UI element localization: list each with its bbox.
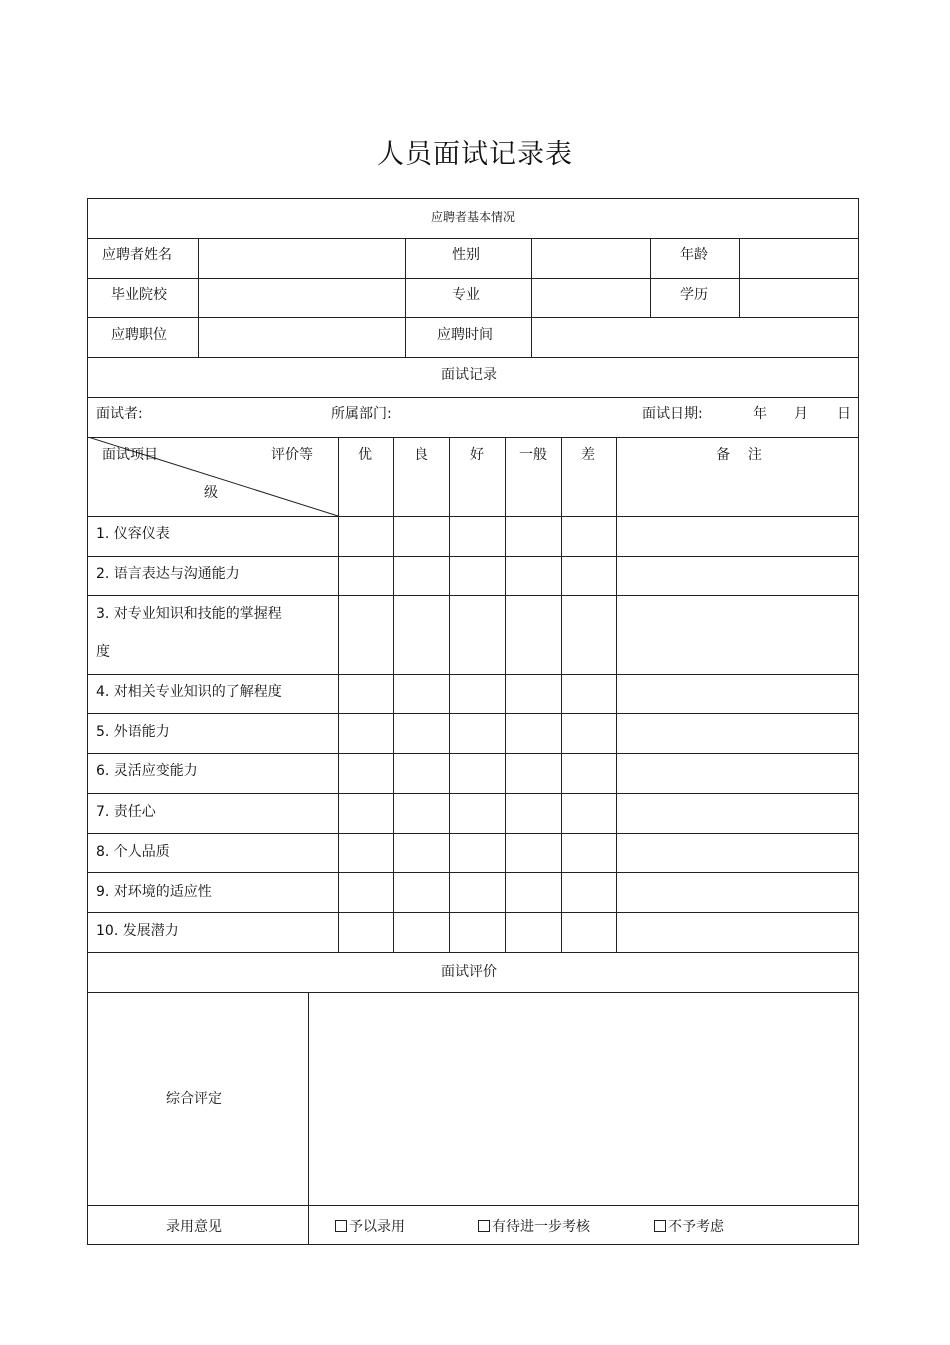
- col-line: [561, 437, 562, 952]
- overall-field[interactable]: [309, 993, 858, 1205]
- row-line: [88, 753, 858, 754]
- item-5: 5. 外语能力: [96, 724, 170, 740]
- school-field[interactable]: [199, 279, 405, 317]
- row-line: [88, 833, 858, 834]
- col-line: [405, 238, 406, 357]
- grade-header-cont: 级: [204, 485, 218, 501]
- option-reject[interactable]: 不予考虑: [654, 1219, 724, 1235]
- checkbox-icon[interactable]: [654, 1220, 666, 1232]
- item-1: 1. 仪容仪表: [96, 526, 170, 542]
- position-field[interactable]: [199, 318, 405, 357]
- row-line: [88, 793, 858, 794]
- col-line: [449, 437, 450, 952]
- interviewer-label: 面试者:: [96, 406, 143, 422]
- row-line: [88, 1205, 858, 1206]
- major-field[interactable]: [532, 279, 650, 317]
- row-line: [88, 556, 858, 557]
- grade-average: 一般: [519, 447, 547, 463]
- basic-section-title: 应聘者基本情况: [430, 210, 516, 224]
- item-4: 4. 对相关专业知识的了解程度: [96, 684, 282, 700]
- record-section-title: 面试记录: [441, 367, 497, 383]
- item-8: 8. 个人品质: [96, 844, 170, 860]
- age-label: 年龄: [680, 247, 708, 263]
- position-label: 应聘职位: [111, 327, 167, 343]
- item-7: 7. 责任心: [96, 804, 156, 820]
- col-line: [616, 437, 617, 952]
- item-2: 2. 语言表达与沟通能力: [96, 566, 240, 582]
- date-month: 月: [794, 406, 808, 422]
- item-10: 10. 发展潜力: [96, 923, 179, 939]
- option-further-review[interactable]: 有待进一步考核: [478, 1219, 590, 1235]
- overall-label: 综合评定: [166, 1091, 222, 1107]
- page-title: 人员面试记录表: [377, 139, 573, 170]
- grade-poor: 差: [581, 447, 595, 463]
- education-field[interactable]: [740, 279, 858, 317]
- col-line: [505, 437, 506, 952]
- remark-header: 备 注: [716, 447, 762, 463]
- item-3: 3. 对专业知识和技能的掌握程: [96, 606, 282, 622]
- row-line: [88, 674, 858, 675]
- row-line: [88, 397, 858, 398]
- option-hire[interactable]: 予以录用: [335, 1219, 405, 1235]
- row-line: [88, 595, 858, 596]
- hire-label: 录用意见: [166, 1219, 222, 1235]
- date-year: 年: [753, 406, 767, 422]
- time-label: 应聘时间: [437, 327, 493, 343]
- date-label: 面试日期:: [642, 406, 703, 422]
- row-line: [88, 357, 858, 358]
- col-line: [393, 437, 394, 952]
- item-3-cont: 度: [96, 644, 110, 660]
- time-field[interactable]: [532, 318, 858, 357]
- item-6: 6. 灵活应变能力: [96, 763, 198, 779]
- education-label: 学历: [680, 287, 708, 303]
- evaluation-section-title: 面试评价: [441, 964, 497, 980]
- row-line: [88, 952, 858, 953]
- gender-field[interactable]: [532, 239, 650, 278]
- grade-header: 评价等: [271, 447, 313, 463]
- name-label: 应聘者姓名: [102, 247, 172, 263]
- date-day: 日: [837, 406, 851, 422]
- name-field[interactable]: [199, 239, 405, 278]
- checkbox-icon[interactable]: [478, 1220, 490, 1232]
- grade-good: 良: [414, 447, 428, 463]
- interview-form: [87, 198, 859, 1245]
- checkbox-icon[interactable]: [335, 1220, 347, 1232]
- row-line: [88, 872, 858, 873]
- gender-label: 性别: [452, 247, 480, 263]
- row-line: [88, 713, 858, 714]
- grade-excellent: 优: [358, 447, 372, 463]
- item-header: 面试项目: [102, 447, 158, 463]
- school-label: 毕业院校: [111, 287, 167, 303]
- row-line: [88, 912, 858, 913]
- dept-label: 所属部门:: [331, 406, 392, 422]
- major-label: 专业: [452, 287, 480, 303]
- item-9: 9. 对环境的适应性: [96, 884, 212, 900]
- grade-fine: 好: [470, 447, 484, 463]
- age-field[interactable]: [740, 239, 858, 278]
- col-line: [650, 238, 651, 317]
